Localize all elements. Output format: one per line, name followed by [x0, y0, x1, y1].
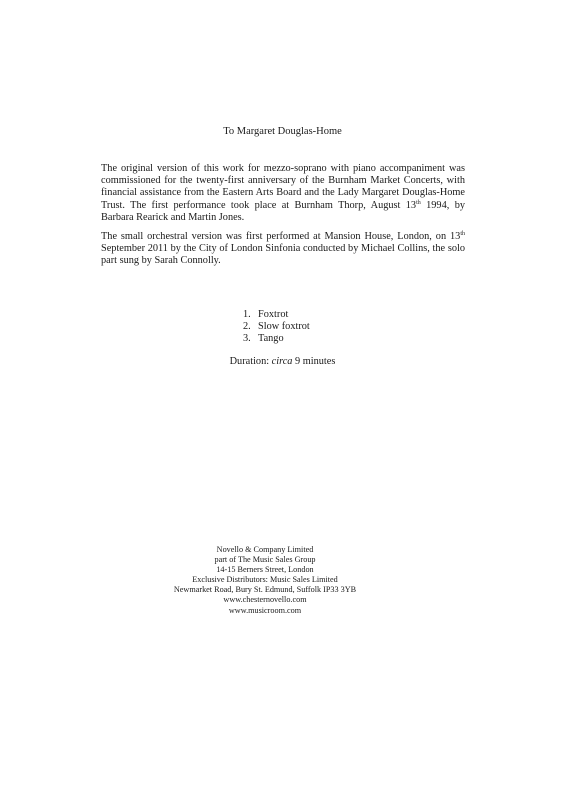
- dedication: To Margaret Douglas-Home: [223, 126, 342, 137]
- duration-label: Duration:: [229, 356, 272, 367]
- premiere-text: The small orchestral version was first performed at Mansion House, London, on 13: [101, 231, 461, 242]
- website-link: www.musicroom.com: [228, 605, 302, 615]
- movement-number: 2.: [243, 321, 251, 333]
- list-item: [243, 333, 310, 345]
- publisher-address: 14-15 Berners Street, London: [216, 565, 314, 575]
- duration-value: 9 minutes: [292, 356, 336, 367]
- commission-text-end: 1994, by Barbara Rearick and Martin Jones.: [101, 199, 465, 223]
- movement-title: Slow foxtrot: [258, 321, 310, 333]
- list-item: [243, 321, 310, 333]
- premiere-paragraph: [101, 231, 465, 268]
- movement-number: 3.: [243, 333, 251, 345]
- publisher-block: [0, 545, 530, 616]
- list-item: [243, 309, 310, 321]
- movement-title: Tango: [258, 333, 284, 345]
- duration: [0, 356, 565, 367]
- movement-list: [243, 309, 310, 346]
- ordinal-suffix: th: [460, 231, 465, 237]
- distributor-address: Newmarket Road, Bury St. Edmund, Suffolk IP33 3YB: [173, 585, 357, 595]
- commission-paragraph: [101, 163, 465, 224]
- distributor-name: Exclusive Distributors: Music Sales Limited: [192, 575, 338, 585]
- premiere-text-end: September 2011 by the City of London Sinfonia conducted by Michael Collins, the solo part sung by Sarah Connolly.: [101, 243, 465, 267]
- movement-title: Foxtrot: [258, 309, 289, 320]
- publisher-name: Novello & Company Limited: [216, 545, 314, 554]
- ordinal-suffix: th: [416, 199, 421, 206]
- duration-circa: circa: [271, 356, 293, 367]
- movement-number: 1.: [243, 309, 251, 320]
- commission-text: The original version of this work for mezzo-soprano with piano accompaniment was commissioned for the twenty-first anniversary of the Burnham Market Concerts, with financial assistance from the Eastern Arts Board and the Lady Margaret Douglas-Home Trust. The first performance took place at Burnham Thorp, August 13: [101, 163, 465, 211]
- publisher-group: part of The Music Sales Group: [214, 555, 316, 565]
- website-link: www.chesternovello.com: [223, 595, 307, 605]
